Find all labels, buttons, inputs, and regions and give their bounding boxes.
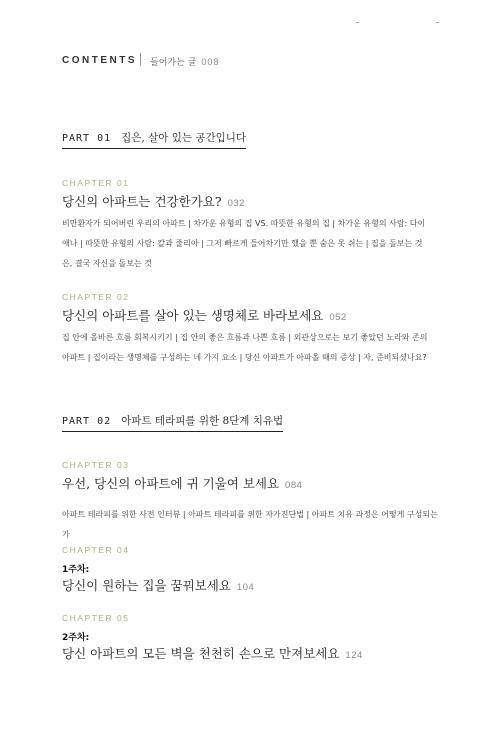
chapter-page-number: 104 xyxy=(236,582,255,593)
chapter-label: CHAPTER 05 xyxy=(62,613,130,623)
chapter-page-number: 032 xyxy=(227,198,245,209)
corner-mark xyxy=(436,22,439,23)
description-line: 은, 결국 자신을 돌보는 것 xyxy=(62,259,152,268)
intro-entry[interactable] xyxy=(150,55,219,68)
chapter-title-entry[interactable] xyxy=(62,576,254,594)
description-line: 애나 | 따뜻한 유형의 사람: 칼과 줄리아 | 그저 빠르게 들어차기만 했을 뿐 숨은 못 쉬는 | 집을 돌보는 것 xyxy=(62,239,423,248)
corner-mark xyxy=(356,22,359,23)
intro-page-number: 008 xyxy=(201,57,220,67)
part-heading[interactable] xyxy=(62,130,246,149)
chapter-title-entry[interactable] xyxy=(62,306,347,324)
chapter-description xyxy=(62,328,440,368)
description-line: 아파트 테라피를 위한 사전 인터뷰 | 아파트 테라피를 위한 자가진단법 | 아파트 치유 과정은 어떻게 구성되는가 xyxy=(62,510,438,539)
chapter-title: 당신의 아파트를 살아 있는 생명체로 바라보세요 xyxy=(62,308,324,323)
chapter-label: CHAPTER 04 xyxy=(62,545,130,555)
chapter-label: CHAPTER 01 xyxy=(62,178,130,188)
chapter-title-entry[interactable] xyxy=(62,474,302,492)
part-number: PART 01 xyxy=(62,133,112,144)
part-title: 아파트 테라피를 위한 8단계 치유법 xyxy=(121,415,284,427)
header-divider xyxy=(140,53,141,66)
chapter-description xyxy=(62,214,440,274)
part-title: 집은, 살아 있는 공간입니다 xyxy=(121,132,247,144)
week-label: 2주차: xyxy=(62,633,90,643)
week-label: 1주차: xyxy=(62,565,90,575)
intro-label: 들어가는 글 xyxy=(150,58,197,68)
chapter-label: CHAPTER 02 xyxy=(62,292,130,302)
chapter-page-number: 084 xyxy=(285,480,303,491)
description-line: 비만환자가 되어버린 우리의 아파트 | 차가운 유형의 집 VS. 따뜻한 유형의 집 | 차가운 유형의 사람: 다이 xyxy=(62,219,426,228)
chapter-page-number: 052 xyxy=(329,312,347,323)
part-number: PART 02 xyxy=(62,416,112,427)
chapter-title: 당신이 원하는 집을 꿈꿔보세요 xyxy=(62,578,231,593)
description-line: 집 안에 올바른 흐름 회복시키기 | 집 안의 좋은 흐름과 나쁜 흐름 | 외관상으로는 보기 좋았던 노라와 존의 xyxy=(62,333,428,342)
chapter-title-entry[interactable] xyxy=(62,192,245,210)
description-line: 아파트 | 집이라는 생명체를 구성하는 네 가지 요소 | 당신 아파트가 아파올 때의 증상 | 자, 준비되셨나요? xyxy=(62,353,427,362)
chapter-title: 당신 아파트의 모든 벽을 천천히 손으로 만져보세요 xyxy=(62,646,340,661)
chapter-title: 당신의 아파트는 건강한가요? xyxy=(62,194,222,209)
chapter-title-entry[interactable] xyxy=(62,644,363,662)
chapter-page-number: 124 xyxy=(345,650,363,661)
chapter-title: 우선, 당신의 아파트에 귀 기울여 보세요 xyxy=(62,476,280,491)
chapter-description xyxy=(62,505,440,545)
chapter-label: CHAPTER 03 xyxy=(62,460,130,470)
contents-heading: CONTENTS xyxy=(62,55,137,66)
part-heading[interactable] xyxy=(62,413,283,432)
